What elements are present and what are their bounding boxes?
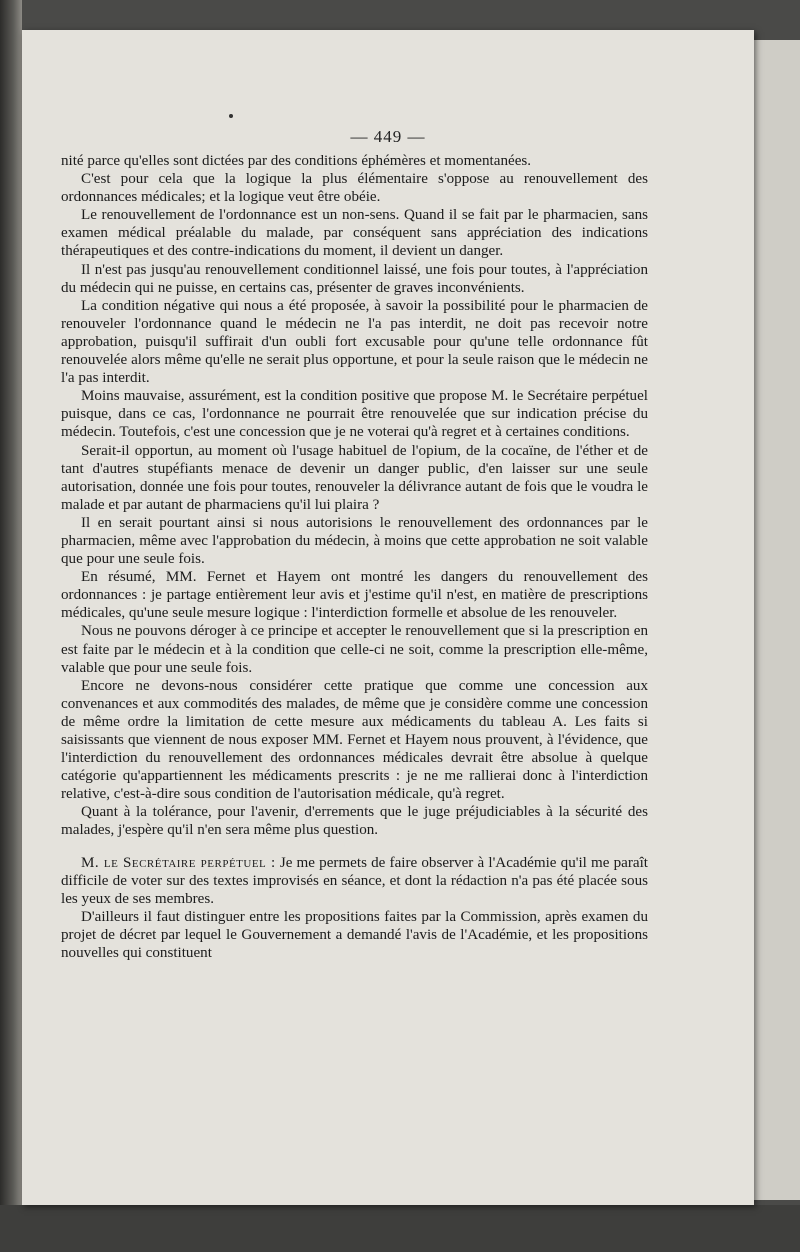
paragraph: Il n'est pas jusqu'au renouvellement conditionnel laissé, une fois pour toutes, à l'appréciation du médecin qui ne puisse, en certains cas, présenter de graves inconvénients. (61, 261, 648, 296)
paragraph: nité parce qu'elles sont dictées par des conditions éphémères et momentanées. (61, 153, 532, 169)
document-page (22, 30, 754, 1205)
paragraph: C'est pour cela que la logique la plus élémentaire s'oppose au renouvellement des ordonnances médicales; et la logique veut être obéie. (61, 171, 648, 206)
speaker-name: M. le Secrétaire perpétuel : (81, 854, 276, 871)
ink-speck (229, 114, 233, 118)
scan-bottom-edge (0, 1205, 800, 1252)
speaker-text: Je me permets de faire observer à l'Académie qu'il me paraît difficile de voter sur des textes improvisés en séance, et dont la rédaction n'a pas été placée sous les yeux de ses membres. (61, 854, 648, 907)
paragraph: Serait-il opportun, au moment où l'usage habituel de l'opium, de la cocaïne, de l'éther et de tant d'autres stupéfiants menace de devenir un danger public, d'en laisser sur une seule autorisation, donnée une fois pour toutes, renouveler la délivrance autant de fois que le voudra le malade et par autant de pharmaciens qu'il lui plaira ? (61, 442, 648, 513)
scan-left-edge (0, 0, 22, 1252)
paragraph: Moins mauvaise, assurément, est la condition positive que propose M. le Secrétaire perpétuel puisque, dans ce cas, l'ordonnance ne pourrait être renouvelée que sur indication précise du médecin. Toutefois, c'est une concession que je ne voterai qu'à regret et à certaines conditions. (61, 388, 648, 441)
paragraph: D'ailleurs il faut distinguer entre les propositions faites par la Commission, après examen du projet de décret par lequel le Gouvernement a demandé l'avis de l'Académie, et les propositions nouvelles qui constituent (61, 908, 648, 962)
paragraph: Encore ne devons-nous considérer cette pratique que comme une concession aux convenances et aux commodités des malades, de même que je considère comme une concession de même ordre la limitation de cette mesure aux médicaments du tableau A. Les faits si saisissants que viennent de nous exposer MM. Fernet et Hayem nous prouvent, à l'évidence, que l'interdiction du renouvellement des ordonnances médicales devrait être absolue à quelque catégorie qu'appartiennent les médicaments prescrits : je ne me rallierai donc à l'interdiction relative, c'est-à-dire sous condition de l'autorisation médicale, qu'à regret. (61, 677, 648, 803)
paragraph: Nous ne pouvons déroger à ce principe et accepter le renouvellement que si la prescription en est faite par le médecin et à la condition que celle-ci ne soit, comme la prescription elle-même, valable que pour une seule fois. (61, 623, 648, 676)
paragraph: Le renouvellement de l'ordonnance est un non-sens. Quand il se fait par le pharmacien, sans examen médical préalable du malade, par conséquent sans appréciation des indications thérapeutiques et des contre-indications du moment, il devient un danger. (61, 207, 648, 260)
scan-right-edge (754, 40, 800, 1200)
paragraph: Il en serait pourtant ainsi si nous autorisions le renouvellement des ordonnances par le pharmacien, même avec l'approbation du médecin, à moins que cette approbation ne soit valable que pour une seule fois. (61, 514, 648, 568)
body-text (61, 152, 648, 962)
speaker-paragraph (61, 854, 648, 908)
paragraph: La condition négative qui nous a été proposée, à savoir la possibilité pour le pharmacien de renouveler l'ordonnance quand le médecin ne l'a pas interdit, ne doit pas recevoir notre approbation, puisqu'il suffirait d'un oubli fort excusable pour qu'une telle ordonnance fût renouvelée alors même qu'elle ne serait plus opportune, et pour la seule raison que le médecin ne l'a pas interdit. (61, 297, 648, 387)
page-number: — 449 — (350, 127, 426, 146)
paragraph: En résumé, MM. Fernet et Hayem ont montré les dangers du renouvellement des ordonnances : je partage entièrement leur avis et j'estime qu'il n'est, en matière de prescriptions médicales, qu'une seule mesure logique : l'interdiction formelle et absolue de les renouveler. (61, 569, 648, 622)
paragraph: Quant à la tolérance, pour l'avenir, d'errements que le juge préjudiciables à la sécurité des malades, j'espère qu'il n'en sera même plus question. (61, 804, 648, 839)
